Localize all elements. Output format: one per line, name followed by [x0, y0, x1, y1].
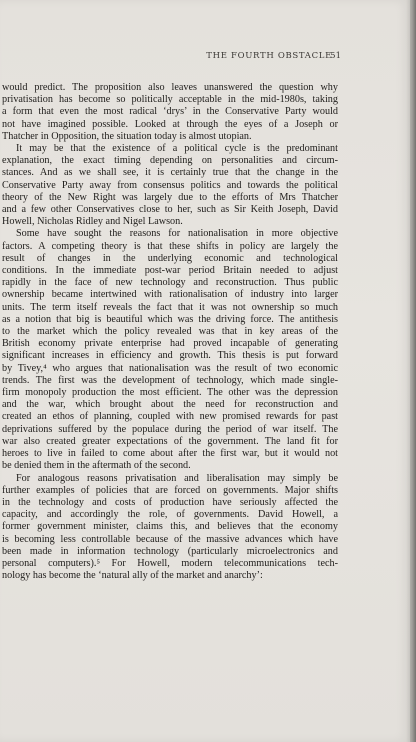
text-line: deprivations suffered by the populace during the period of war itself. The	[2, 423, 338, 435]
text-line: conditions. In the immediate post-war period Britain needed to adjust	[2, 265, 338, 277]
text-line: be denied them in the aftermath of the second.	[2, 460, 191, 472]
text-line: stances. And as we shall see, it is certainly true that the change in the	[2, 167, 338, 179]
text-line: a form that even the most radical ‘drys’ in the Conservative Party would	[2, 106, 338, 118]
text-line: former government minister, claims this, and believes that the economy	[2, 521, 338, 533]
text-line: units. The term itself reveals the fact that it was not ownership so much	[2, 301, 338, 313]
text-line: rapidly in the face of new technology and reconstruction. Thus public	[2, 277, 338, 289]
text-line: further examples of policies that are forced on governments. Major shifts	[2, 484, 338, 496]
text-line: war also created greater expectations of the government. The land fit for	[2, 435, 338, 447]
text-line: personal computers).⁵ For Howell, modern telecommunications tech-	[2, 557, 338, 569]
text-line: explanation, the exact timing depending on personalities and circum-	[2, 155, 338, 167]
text-line: would predict. The proposition also leaves unanswered the question why	[2, 82, 338, 93]
text-line: Some have sought the reasons for nationalisation in more objective	[16, 228, 338, 240]
text-line: created an ethos of planning, coupled with new promised rewards for past	[2, 411, 338, 423]
text-line: by Tivey,⁴ who argues that nationalisation was the result of two economic	[2, 362, 338, 374]
text-line: nology has become the ‘natural ally of the market and anarchy’:	[2, 570, 263, 582]
text-line: factors. A competing theory is that these shifts in policy are largely the	[2, 240, 338, 252]
text-line: heroes to live in failed to come about after the first war, but it would not	[2, 448, 338, 460]
running-head: THE FOURTH OBSTACLE	[206, 51, 332, 61]
text-line: Conservative Party away from consensus politics and towards the political	[2, 179, 338, 191]
text-line: capacity, and accordingly the role, of governments. David Howell, a	[2, 509, 338, 521]
text-line: firm monopoly production the most efficient. The other was the depression	[2, 387, 338, 399]
text-line: It may be that the existence of a political cycle is the predominant	[16, 143, 338, 155]
text-line: to the market which the policy revealed was that in key areas of the	[2, 326, 338, 338]
text-line: not have imagined possible. Looked at through the eyes of a Joseph or	[2, 118, 338, 130]
text-line: Howell, Nicholas Ridley and Nigel Lawson.	[2, 216, 183, 228]
text-line: Thatcher in Opposition, the situation today is almost utopian.	[2, 130, 252, 142]
text-line: ownership became intertwined with rationalisation of industry into larger	[2, 289, 338, 301]
text-line: is becoming less controllable because of the massive advances which have	[2, 533, 338, 545]
text-line: theory of the New Right was largely due to the efforts of Mrs Thatcher	[2, 191, 338, 203]
text-line: in the technology and costs of production have seriously affected the	[2, 496, 338, 508]
text-line: British economy private enterprise had proved incapable of generating	[2, 338, 338, 350]
text-line: For analogous reasons privatisation and liberalisation may simply be	[16, 472, 338, 484]
text-line: been made in information technology (particularly microelectronics and	[2, 545, 338, 557]
text-line: and a few other Conservatives close to her, such as Sir Keith Joseph, David	[2, 204, 338, 216]
text-line: trends. The first was the development of technology, which made single-	[2, 374, 338, 386]
text-line: privatisation has become so politically acceptable in the mid-1980s, taking	[2, 94, 338, 106]
text-line: as a notion that big is beautiful which was the driving force. The antithesis	[2, 313, 338, 325]
text-line: significant increases in efficiency and growth. This thesis is put forward	[2, 350, 338, 362]
text-line: and the war, which brought about the need for reconstruction and	[2, 399, 338, 411]
page-edge-shadow	[406, 0, 416, 742]
text-line: result of changes in the underlying economic and technological	[2, 252, 338, 264]
body-text	[2, 82, 338, 582]
page-number: 51	[330, 51, 341, 61]
